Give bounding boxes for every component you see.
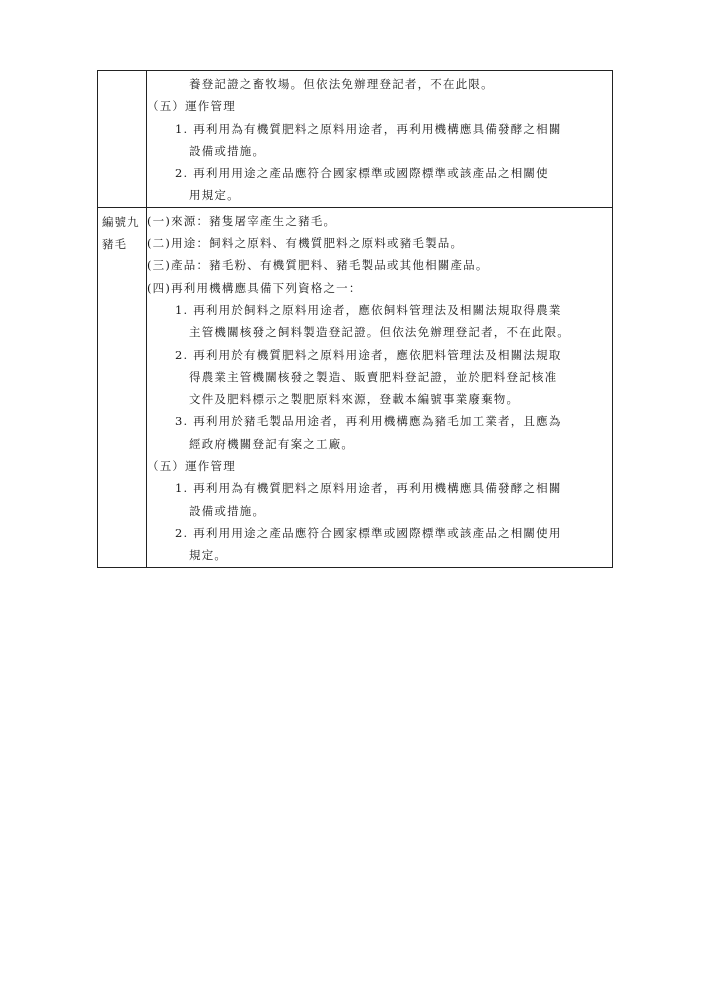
text-line: 主管機關核發之飼料製造登記證。但依法免辦理登記者，不在此限。 (189, 325, 570, 340)
text-line: 養登記證之畜牧場。但依法免辦理登記者，不在此限。 (189, 77, 494, 91)
list-item: 2. 再利用用途之產品應符合國家標準或國際標準或該產品之相關使 (175, 166, 549, 181)
list-item: 1. 再利用為有機質肥料之原料用途者，再利用機構應具備發酵之相關 (175, 121, 562, 136)
item-content-cell (147, 207, 613, 567)
table-row-item9 (98, 207, 613, 567)
text-line: 規定。 (189, 548, 228, 563)
item-name-label: 豬毛 (102, 237, 127, 252)
section-heading: （五）運作管理 (147, 99, 236, 114)
text-line: 經政府機關登記有案之工廠。 (189, 436, 355, 451)
section-line: (四)再利用機構應具備下列資格之一： (147, 280, 362, 295)
text-line: 設備或措施。 (189, 143, 266, 158)
list-item: 1. 再利用於飼料之原料用途者，應依飼料管理法及相關法規取得農業 (175, 302, 562, 317)
text-line: 文件及肥料標示之製肥原料來源，登載本編號事業廢棄物。 (189, 392, 520, 407)
section-heading: （五）運作管理 (147, 459, 236, 474)
regulation-table (97, 70, 613, 568)
text-line: 設備或措施。 (189, 503, 266, 518)
section-line: (二)用途：飼料之原料、有機質肥料之原料或豬毛製品。 (147, 236, 464, 251)
item-number-label: 編號九 (102, 214, 140, 229)
item-content-cell (147, 71, 613, 208)
section-line: (三)產品：豬毛粉、有機質肥料、豬毛製品或其他相關產品。 (147, 258, 489, 273)
table-row-continuation (98, 71, 613, 208)
list-item: 3. 再利用於豬毛製品用途者，再利用機構應為豬毛加工業者，且應為 (175, 414, 562, 429)
item-label-cell (98, 207, 147, 567)
list-item: 2. 再利用於有機質肥料之原料用途者，應依肥料管理法及相關法規取 (175, 347, 562, 362)
section-line: (一)來源：豬隻屠宰產生之豬毛。 (147, 213, 337, 228)
text-line: 得農業主管機關核發之製造、販賣肥料登記證，並於肥料登記核准 (189, 369, 558, 384)
list-item: 1. 再利用為有機質肥料之原料用途者，再利用機構應具備發酵之相關 (175, 481, 562, 496)
text-line: 用規定。 (189, 188, 240, 203)
list-item: 2. 再利用用途之產品應符合國家標準或國際標準或該產品之相關使用 (175, 525, 562, 540)
item-label-cell-empty (98, 71, 147, 208)
